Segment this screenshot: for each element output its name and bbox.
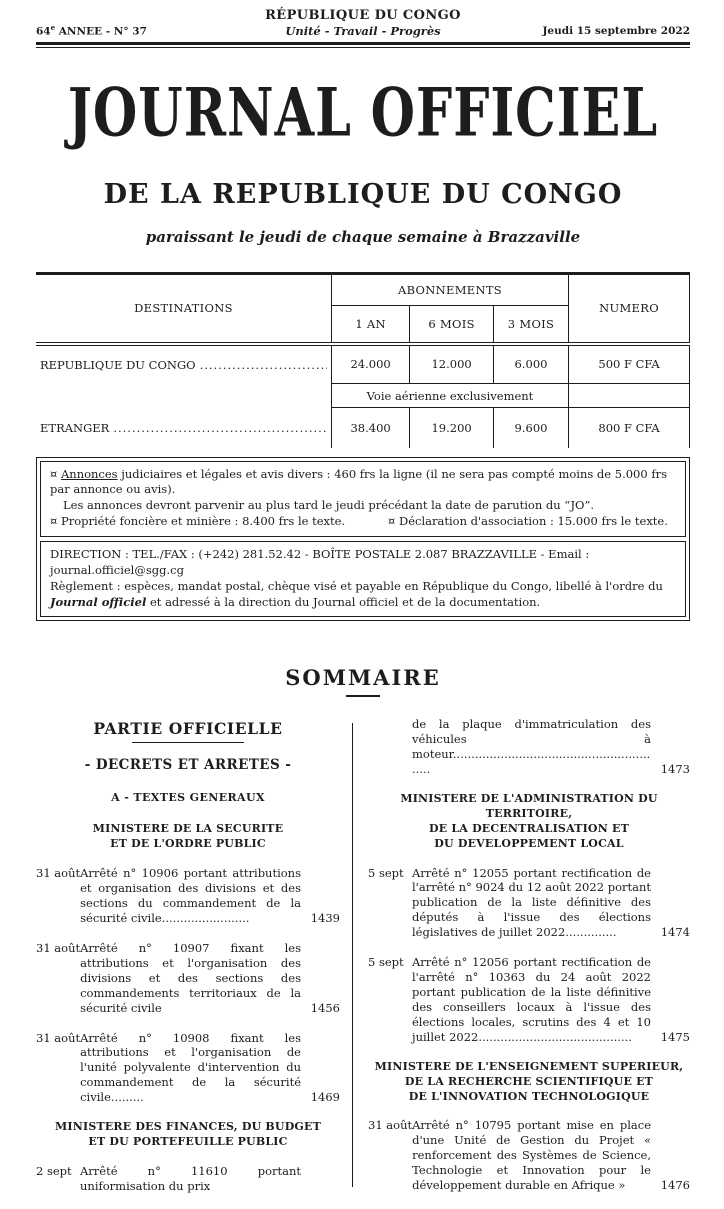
journal-tagline: paraissant le jeudi de chaque semaine à Brazzaville xyxy=(145,228,581,246)
destination-label: ETRANGER xyxy=(40,420,110,435)
destination-congo xyxy=(36,344,331,384)
col-header-abonnements: ABONNEMENTS xyxy=(331,274,568,306)
col-header-3mois: 3 MOIS xyxy=(493,306,568,344)
subscriptions-table-wrap xyxy=(36,272,690,448)
entry-page-number: 1456 xyxy=(310,1000,340,1015)
toc-sub-heading: - DECRETS ET ARRETES - xyxy=(84,757,292,774)
notice-line-3 xyxy=(50,514,676,530)
toc-entry xyxy=(36,1031,340,1106)
entry-date: 31 août xyxy=(36,866,81,881)
toc-entry xyxy=(368,866,690,941)
leader-dots xyxy=(113,421,327,435)
notice-association-text: Déclaration d'association : 15.000 frs le texte. xyxy=(399,514,668,529)
masthead xyxy=(36,8,690,38)
notice-fonciere xyxy=(50,514,388,530)
journal-subtitle: DE LA REPUBLIQUE DU CONGO xyxy=(103,179,623,210)
square-bullet-icon: ¤ xyxy=(388,514,396,529)
price-etranger-numero: 800 F CFA xyxy=(569,408,690,448)
destination-label: REPUBLIQUE DU CONGO xyxy=(40,357,196,372)
destination-etranger xyxy=(36,408,331,448)
toc-part-heading xyxy=(36,719,340,743)
toc-ministry-heading: MINISTERE DE L'ADMINISTRATION DU TERRITOIRE, DE LA DECENTRALISATION ET DU DEVELOPPEMENT LOCAL xyxy=(400,792,658,850)
masthead-rule-thick xyxy=(36,42,690,45)
issue-rest: ANNEE - N° 37 xyxy=(55,25,147,37)
entry-page-number: 1439 xyxy=(310,910,340,925)
toc-entry xyxy=(368,955,690,1045)
sommaire-left-column xyxy=(36,717,352,1208)
entry-text: Arrêté n° 10795 portant mise en place d'une Unité de Gestion du Projet « renforcement des Systèmes de Science, Technologie et Innovation pour le développement durable en Afrique » xyxy=(412,1118,651,1193)
payment-text-suffix: et adressé à la direction du Journal officiel et de la documentation. xyxy=(146,594,541,609)
toc-entry xyxy=(368,1118,690,1193)
issue-date: Jeudi 15 septembre 2022 xyxy=(542,25,690,37)
direction-contact-line: DIRECTION : TEL./FAX : (+242) 281.52.42 - BOÎTE POSTALE 2.087 BRAZZAVILLE - Email : journal.officiel@sgg.cg xyxy=(50,546,590,577)
col-header-1an: 1 AN xyxy=(331,306,409,344)
notice-line-2: Les annonces devront parvenir au plus tard le jeudi précédant la date de parution du “JO”. xyxy=(63,498,595,513)
price-etranger-1an: 38.400 xyxy=(350,420,391,435)
issue-sup: e xyxy=(50,22,56,32)
price-etranger-6mois: 19.200 xyxy=(410,408,494,448)
notice-line-1-text: judiciaires et légales et avis divers : 460 frs la ligne (il ne sera pas compté moins de 5.000 frs par annonce ou avis). xyxy=(50,466,667,497)
leader-dots xyxy=(200,358,327,372)
band-right-spacer xyxy=(569,384,690,408)
masthead-center xyxy=(265,8,461,38)
entry-page-number: 1469 xyxy=(310,1090,340,1105)
notices-outer-box xyxy=(36,457,690,622)
price-congo-6mois: 12.000 xyxy=(410,344,494,384)
entry-text: Arrêté n° 10908 fixant les attributions et l'organisation de l'unité polyvalente d'intervention du commandement de la sécurité civile......... xyxy=(80,1030,301,1105)
square-bullet-icon: ¤ xyxy=(50,466,58,481)
col-header-numero: NUMERO xyxy=(569,274,690,344)
toc-entry xyxy=(36,1164,340,1194)
sommaire-underline xyxy=(346,695,380,697)
announcements-notice-box xyxy=(40,461,686,537)
col-header-6mois: 6 MOIS xyxy=(410,306,494,344)
toc-part-heading-underline xyxy=(132,742,244,743)
issue-year: 64 xyxy=(36,25,51,37)
sommaire-heading-inner xyxy=(285,665,441,697)
toc-section-label: A - TEXTES GENERAUX xyxy=(111,791,265,805)
direction-notice-box xyxy=(40,541,686,617)
journal-officiel-emphasis: Journal officiel xyxy=(50,594,147,609)
toc-part-heading-text: PARTIE OFFICIELLE xyxy=(93,719,283,739)
toc-ministry-heading: MINISTERE DE L'ENSEIGNEMENT SUPERIEUR, DE LA RECHERCHE SCIENTIFIQUE ET DE L'INNOVATION TECHNOLOGIQUE xyxy=(374,1059,684,1103)
entry-date: 31 août xyxy=(368,1118,413,1133)
entry-text: Arrêté n° 12055 portant rectification de l'arrêté n° 9024 du 12 août 2022 portant publication de la liste définitive des députés à l'issue des élections législatives de juillet 2022.............. xyxy=(412,865,651,940)
entry-date: 2 sept xyxy=(36,1163,72,1178)
sommaire-heading xyxy=(36,665,690,697)
toc-entry xyxy=(368,717,690,777)
payment-text-prefix: Règlement : espèces, mandat postal, chèque visé et payable en République du Congo, libellé à l'ordre du xyxy=(50,578,663,593)
notice-fonciere-text: Propriété foncière et minière : 8.400 frs le texte. xyxy=(60,514,346,529)
toc-entry xyxy=(36,866,340,926)
entry-text: Arrêté n° 11610 portant uniformisation du prix xyxy=(80,1163,301,1193)
republic-name: RÉPUBLIQUE DU CONGO xyxy=(265,8,461,23)
direction-payment-line xyxy=(50,579,676,611)
price-congo-3mois: 6.000 xyxy=(493,344,568,384)
entry-text: Arrêté n° 12056 portant rectification de l'arrêté n° 10363 du 24 août 2022 portant publication de la liste définitive des conseillers locaux à l'issue des élections locales, scrutins des 4 et 10 juillet 2022.......................................... xyxy=(412,955,651,1044)
entry-date: 31 août xyxy=(36,940,81,955)
entry-date: 5 sept xyxy=(368,865,404,880)
notice-line-1 xyxy=(50,467,676,499)
entry-page-number: 1476 xyxy=(660,1178,690,1193)
airmail-note: Voie aérienne exclusivement xyxy=(331,384,568,408)
square-bullet-icon: ¤ xyxy=(50,514,58,529)
sommaire-right-column xyxy=(353,717,690,1208)
table-of-contents xyxy=(36,717,690,1208)
entry-text: de la plaque d'immatriculation des véhicules à moteur........................................................... xyxy=(412,717,651,777)
sommaire-title-text: SOMMAIRE xyxy=(285,665,441,691)
notice-association xyxy=(388,514,668,530)
band-left-spacer xyxy=(36,384,331,408)
toc-ministry-heading: MINISTERE DE LA SECURITE ET DE L'ORDRE PUBLIC xyxy=(92,822,284,851)
entry-date: 31 août xyxy=(36,1030,81,1045)
notice-underlined-word: Annonces xyxy=(60,466,118,481)
entry-page-number: 1474 xyxy=(660,925,690,940)
entry-page-number: 1475 xyxy=(660,1029,690,1044)
subscriptions-table xyxy=(36,272,690,448)
entry-text: Arrêté n° 10907 fixant les attributions et l'organisation des divisions et des sections des commandements territoriaux de la sécurité civile xyxy=(80,940,301,1015)
price-etranger-3mois: 9.600 xyxy=(493,408,568,448)
toc-ministry-heading: MINISTERE DES FINANCES, DU BUDGET ET DU PORTEFEUILLE PUBLIC xyxy=(55,1120,321,1149)
price-congo-1an: 24.000 xyxy=(331,344,409,384)
entry-text: Arrêté n° 10906 portant attributions et organisation des divisions et des sections du commandement de la sécurité civile........................ xyxy=(80,866,301,925)
col-header-destinations: DESTINATIONS xyxy=(36,274,331,344)
price-congo-numero: 500 F CFA xyxy=(569,344,690,384)
national-motto: Unité - Travail - Progrès xyxy=(285,24,441,38)
entry-page-number: 1473 xyxy=(660,762,690,777)
masthead-rule-thin xyxy=(36,47,690,48)
toc-entry xyxy=(36,941,340,1016)
entry-date: 5 sept xyxy=(368,955,404,970)
issue-info xyxy=(36,23,265,39)
journal-title: JOURNAL OFFICIEL xyxy=(67,74,659,153)
